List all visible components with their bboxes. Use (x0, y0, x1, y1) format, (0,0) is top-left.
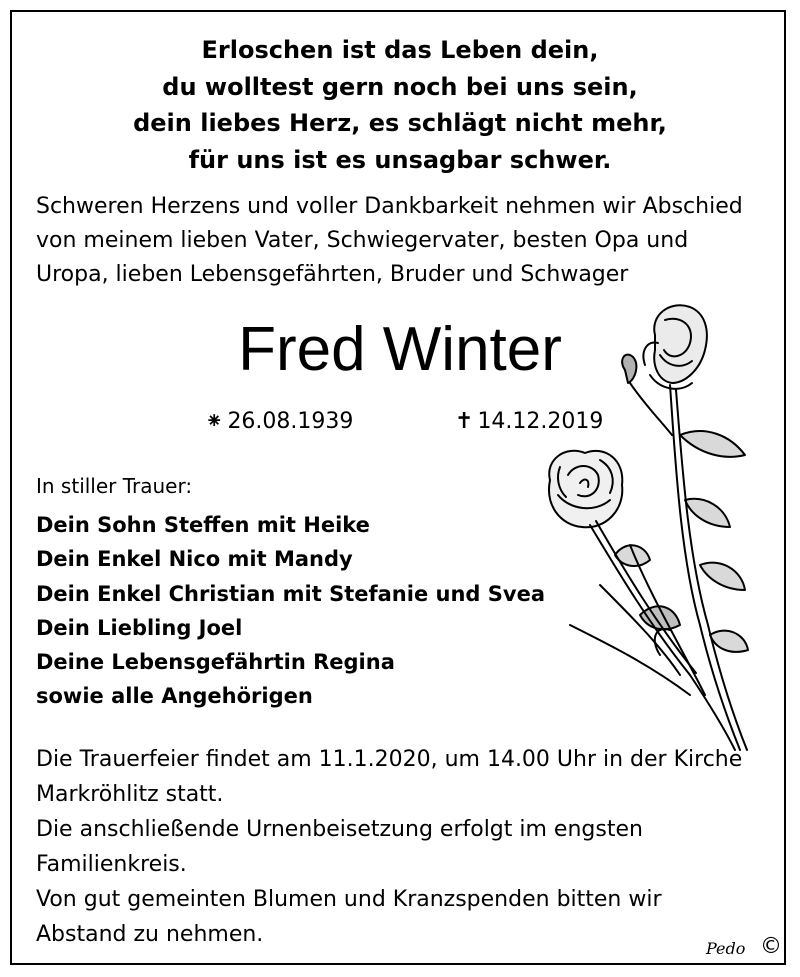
death-cross-icon: ✝ (455, 409, 474, 434)
poem (0, 32, 800, 178)
mourning-label: In stiller Trauer: (36, 474, 193, 498)
intro-line: Schweren Herzens und voller Dankbarkeit nehmen wir Abschied (36, 194, 743, 219)
poem-line: du wolltest gern noch bei uns sein, (162, 72, 638, 101)
info-line: Familienkreis. (36, 852, 187, 877)
birth-date: 26.08.1939 (227, 409, 354, 434)
intro-line: von meinem lieben Vater, Schwiegervater, besten Opa und (36, 228, 689, 253)
death-date: 14.12.2019 (477, 409, 604, 434)
mourner: Dein Liebling Joel (36, 615, 243, 640)
info-line: Markröhlitz statt. (36, 782, 224, 807)
info-line: Abstand zu nehmen. (36, 922, 264, 947)
intro-line: Uropa, lieben Lebensgefährten, Bruder und Schwager (36, 262, 629, 287)
mourner: Dein Enkel Christian mit Stefanie und Svea (36, 581, 545, 606)
info-line: Von gut gemeinten Blumen und Kranzspenden bitten wir (36, 887, 662, 912)
roses-illustration-icon (530, 295, 775, 755)
birth-date-line (205, 405, 353, 439)
intro-text (36, 190, 776, 292)
poem-line: für uns ist es unsagbar schwer. (188, 145, 612, 174)
copyright-icon: © (760, 934, 782, 959)
mourners-list (36, 508, 545, 714)
deceased-name: Fred Winter (238, 315, 562, 384)
info-line: Die Trauerfeier findet am 11.1.2020, um 14.00 Uhr in der Kirche (36, 747, 743, 772)
mourner: Deine Lebensgefährtin Regina (36, 650, 395, 675)
poem-line: dein liebes Herz, es schlägt nicht mehr, (133, 109, 667, 137)
info-line: Die anschließende Urnenbeisetzung erfolgt im engsten (36, 817, 643, 842)
mourner: Dein Sohn Steffen mit Heike (36, 513, 370, 537)
mourner: sowie alle Angehörigen (36, 684, 313, 709)
poem-line: Erloschen ist das Leben dein, (201, 36, 599, 64)
artist-signature: Pedo (706, 939, 746, 958)
birth-star-icon: ⁕ (205, 409, 224, 434)
mourner: Dein Enkel Nico mit Mandy (36, 547, 353, 572)
funeral-info (36, 742, 776, 952)
